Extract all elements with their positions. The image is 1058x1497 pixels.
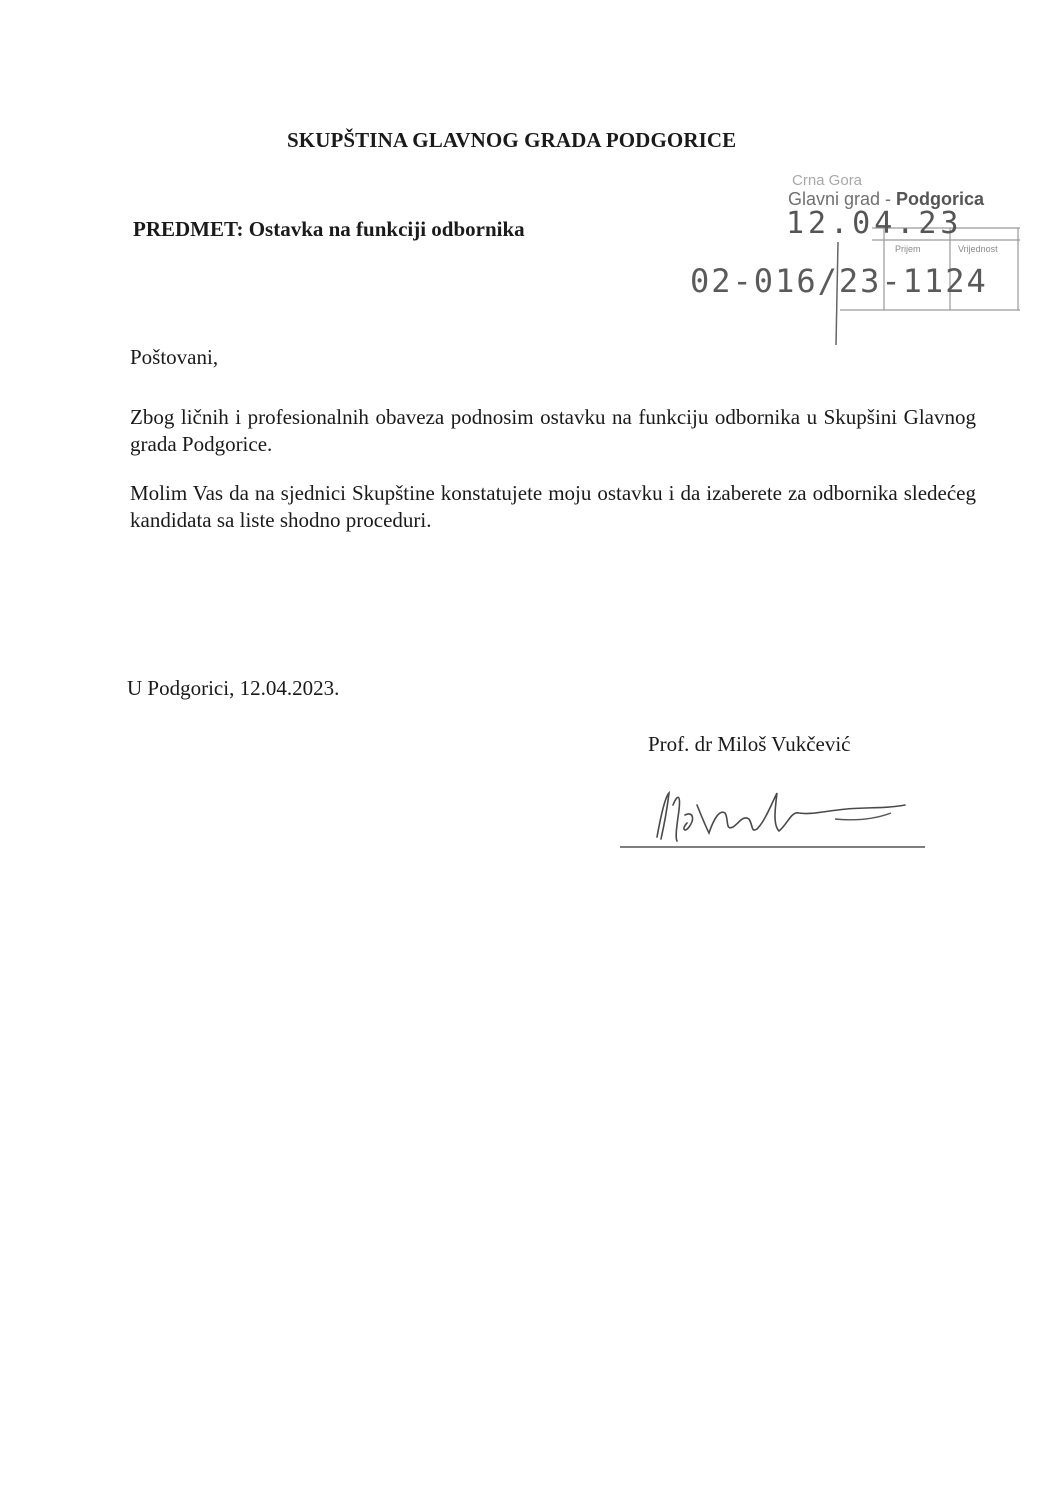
signer-name: Prof. dr Miloš Vukčević [648, 732, 851, 756]
stamp-authority-city: Podgorica [896, 189, 985, 209]
body-paragraph-1: Zbog ličnih i profesionalnih obaveza podnosim ostavku na funkciju odbornika u Skupšini Glavnog grada Podgorice. [130, 405, 976, 456]
body-paragraph-2: Molim Vas da na sjednici Skupštine konstatujete moju ostavku i da izaberete za odbornika sledećeg kandidata sa liste shodno proceduri. [130, 481, 976, 532]
document-title: SKUPŠTINA GLAVNOG GRADA PODGORICE [287, 128, 737, 152]
greeting: Poštovani, [130, 345, 219, 369]
stamp-reference-handwritten: 02-016/23-1124 [690, 262, 988, 300]
subject-text: Ostavka na funkciji odbornika [248, 217, 525, 241]
registry-stamp [780, 170, 1025, 345]
handwritten-signature [615, 775, 935, 855]
stamp-country: Crna Gora [792, 172, 863, 189]
stamp-authority-prefix: Glavni grad - [788, 189, 897, 209]
subject-label: PREDMET: [133, 217, 244, 241]
subject-line [133, 217, 525, 242]
stamp-label-vrijednost: Vrijednost [958, 244, 998, 254]
stamp-label-prijem: Prijem [895, 244, 921, 254]
place-and-date: U Podgorici, 12.04.2023. [127, 676, 340, 700]
stamp-date-handwritten: 12.04.23 [786, 206, 963, 241]
